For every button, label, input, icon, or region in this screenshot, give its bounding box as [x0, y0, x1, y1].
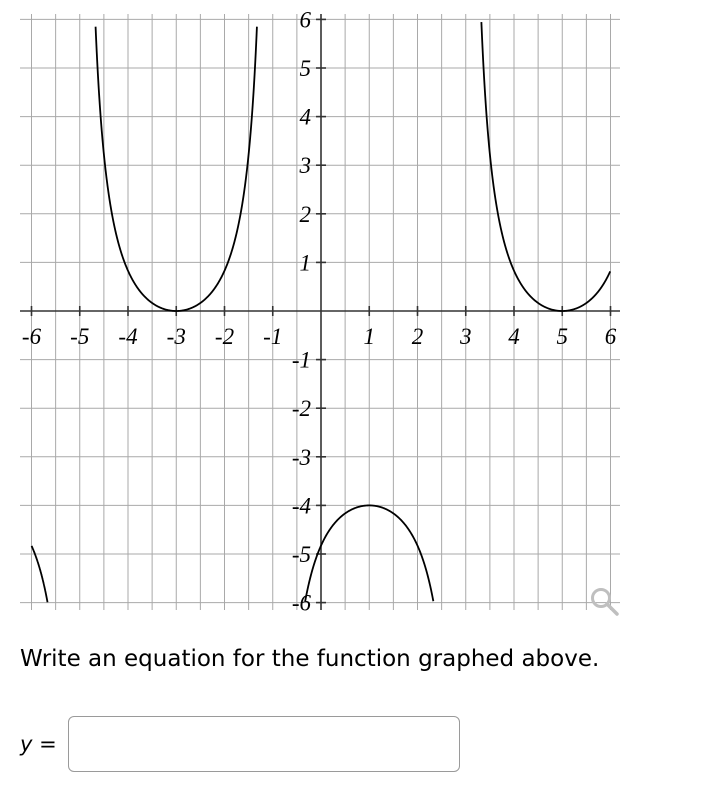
x-tick-label: 2	[411, 324, 424, 349]
function-curve-branch	[481, 22, 610, 311]
x-tick-label: 4	[508, 324, 520, 349]
question-text: Write an equation for the function graphed above.	[20, 646, 600, 672]
x-tick-label: -1	[263, 324, 283, 349]
x-tick-label: 6	[604, 324, 617, 349]
x-tick-label: -5	[70, 324, 90, 349]
y-tick-label: 3	[299, 153, 311, 179]
y-tick-label: 5	[299, 56, 311, 81]
axes	[20, 14, 620, 610]
x-tick-label: -6	[21, 324, 42, 349]
magnifier-icon[interactable]	[587, 584, 621, 618]
y-tick-label: -6	[291, 590, 311, 616]
y-tick-label: -4	[291, 493, 311, 519]
answer-equals: =	[39, 732, 57, 756]
x-tick-label: -4	[118, 324, 138, 349]
answer-variable: y	[20, 732, 33, 756]
answer-label	[20, 732, 68, 756]
y-tick-label: -3	[291, 444, 311, 470]
answer-row	[20, 714, 460, 774]
x-tick-label: 5	[556, 324, 568, 349]
x-tick-label: -3	[166, 324, 186, 349]
y-tick-label: 2	[299, 201, 311, 227]
x-tick-label: 3	[460, 324, 472, 349]
y-tick-label: 4	[299, 104, 311, 130]
y-tick-label: 1	[299, 250, 311, 276]
equation-input[interactable]	[68, 716, 460, 772]
y-tick-label: -1	[291, 347, 311, 373]
x-tick-label: 1	[363, 324, 375, 349]
grid	[20, 14, 620, 610]
y-tick-label: -2	[291, 396, 311, 422]
y-tick-label: -5	[291, 542, 311, 567]
y-tick-label: 6	[299, 7, 311, 33]
x-tick-label: -2	[214, 324, 235, 349]
